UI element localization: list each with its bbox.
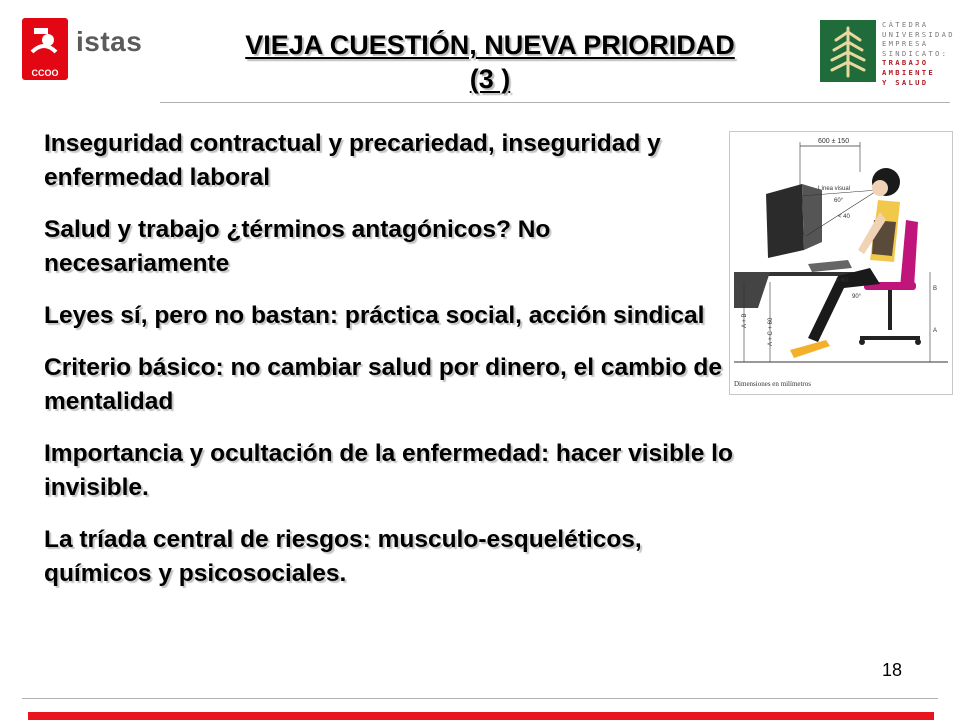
bullet-item: Inseguridad contractual y precariedad, inseguridad y enfermedad laboral: [44, 130, 661, 191]
ergonomics-figure: [729, 131, 953, 395]
catedra-line: UNIVERSIDAD: [882, 29, 955, 39]
footer-divider: [22, 698, 938, 699]
bullet-item: Salud y trabajo ¿términos antagónicos? No necesariamente: [44, 216, 551, 277]
catedra-line: AMBIENTE: [882, 67, 936, 77]
angle-label: 60°: [834, 198, 844, 204]
bullet-list: [44, 127, 734, 609]
bullet-item: Leyes sí, pero no bastan: práctica social, acción sindical: [44, 302, 705, 329]
istas-logo: [22, 18, 162, 80]
dim-ab-label: A + B: [742, 313, 748, 328]
dim-top-label: 600 ± 150: [818, 138, 850, 145]
tree-icon: [820, 20, 876, 82]
figure-caption: Dimensiones en milímetros: [734, 380, 811, 388]
catedra-line: TRABAJO: [882, 58, 929, 68]
catedra-line: EMPRESA: [882, 39, 929, 49]
bullet-item: La tríada central de riesgos: musculo-esqueléticos, químicos y psicosociales.: [44, 526, 642, 587]
slide-title: [180, 28, 800, 96]
gt60-label: > 60: [836, 278, 848, 284]
catedra-line: CÁTEDRA: [882, 20, 929, 29]
ccoo-text: CCOO: [31, 68, 59, 78]
ccoo-logo-icon: [22, 18, 68, 80]
angle-label: < 40: [838, 214, 850, 220]
dim-a-label: A: [933, 328, 938, 334]
catedra-line: Y SALUD: [882, 77, 929, 87]
catedra-text: [882, 20, 955, 87]
catedra-line: SINDICATO:: [882, 48, 949, 58]
dim-b-label: B: [933, 286, 938, 292]
angle90-label: 90°: [852, 294, 862, 300]
slide-title-line1: VIEJA CUESTIÓN, NUEVA PRIORIDAD: [245, 30, 735, 60]
dim-acd-label: A + C + 60: [768, 317, 774, 346]
bullet-item: Criterio básico: no cambiar salud por dinero, el cambio de mentalidad: [44, 354, 722, 415]
istas-wordmark: istas: [76, 26, 143, 57]
header-divider: [160, 102, 950, 103]
ergonomics-illustration: [730, 132, 952, 394]
page-number: 18: [881, 660, 902, 680]
footer-accent-bar: [28, 712, 934, 720]
bullet-item: Importancia y ocultación de la enfermedad: hacer visible lo invisible.: [44, 440, 733, 501]
visual-line-label: Línea visual: [818, 186, 851, 192]
slide-title-line2: (3 ): [469, 64, 511, 94]
catedra-logo: [820, 18, 955, 87]
